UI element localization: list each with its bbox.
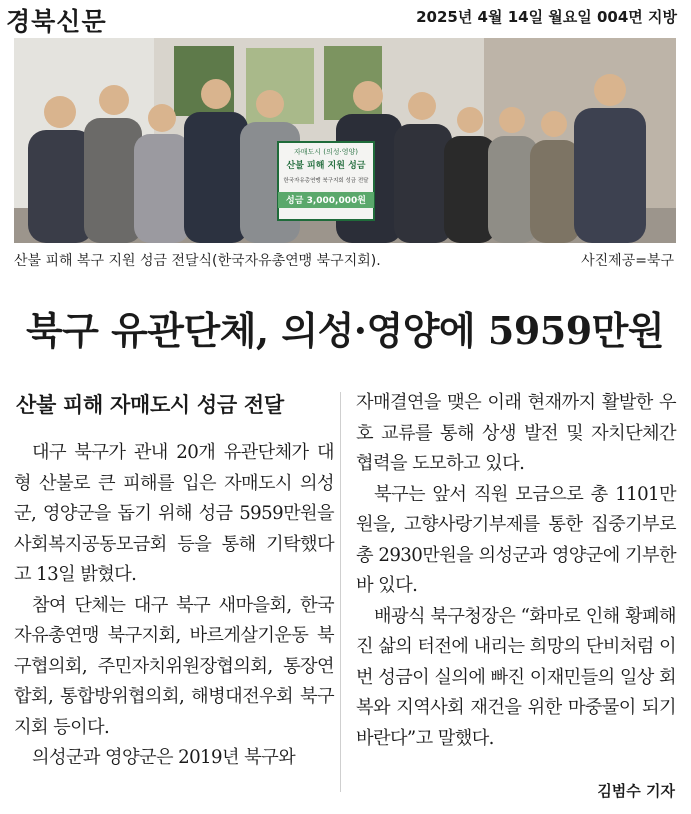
article-paragraph: 의성군과 영양군은 2019년 북구와 — [32, 747, 296, 768]
photo-credit: 사진제공=북구 — [581, 253, 674, 269]
article-paragraph: 자매결연을 맺은 이래 현재까지 활발한 우호 교류를 통해 상생 발전 및 자치단체간 협력을 도모하고 있다. — [356, 392, 676, 474]
photo-caption: 산불 피해 복구 지원 성금 전달식(한국자유총연맹 북구지회). — [14, 253, 381, 269]
issue-dateline: 2025년 4월 14일 월요일 004면 지방 — [416, 8, 677, 26]
banner-line-1: 자매도시 (의성·영양) — [293, 148, 359, 156]
banner-line-4: 성금 3,000,000원 — [286, 196, 366, 206]
photo-caption-row — [14, 246, 676, 272]
group-photo-illustration — [14, 38, 676, 243]
article-paragraph: 참여 단체는 대구 북구 새마을회, 한국자유총연맹 북구지회, 바르게살기운동 북구협의회, 주민자치위원장협의회, 통장연합회, 통합방위협의회, 해병대전우회 북구지회 등이다. — [14, 594, 334, 738]
article-column-left — [14, 384, 334, 774]
news-photo — [14, 38, 676, 243]
column-divider — [340, 392, 341, 792]
article-paragraph: 배광식 북구청장은 “화마로 인해 황폐해진 삶의 터전에 내리는 희망의 단비처럼 이번 성금이 실의에 빠진 이재민들의 일상 회복와 지역사회 재건을 위한 마중물이 되기 바란다”고 말했다. — [356, 605, 676, 749]
banner-line-3: 한국자유총연맹 북구지회 성금 전달 — [283, 178, 369, 184]
masthead — [0, 0, 691, 36]
article-subhead: 산불 피해 자매도시 성금 전달 — [16, 393, 284, 417]
newspaper-name: 경북신문 — [6, 7, 107, 36]
article-paragraph: 북구는 앞서 직원 모금으로 총 1101만원을, 고향사랑기부제를 통한 집중기부로 총 2930만원을 의성군과 영양군에 기부한 바 있다. — [356, 483, 676, 596]
article-headline: 북구 유관단체, 의성·영양에 5959만원 — [25, 308, 665, 353]
banner-line-2: 산불 피해 지원 성금 — [286, 161, 366, 171]
article-column-right — [356, 388, 676, 754]
reporter-byline: 김범수 기자 — [597, 782, 675, 800]
article-paragraph: 대구 북구가 관내 20개 유관단체가 대형 산불로 큰 피해를 입은 자매도시 의성군, 영양군을 돕기 위해 성금 5959만원을 사회복지공동모금회 등을 통해 기탁했다고 13일 밝혔다. — [14, 442, 334, 585]
